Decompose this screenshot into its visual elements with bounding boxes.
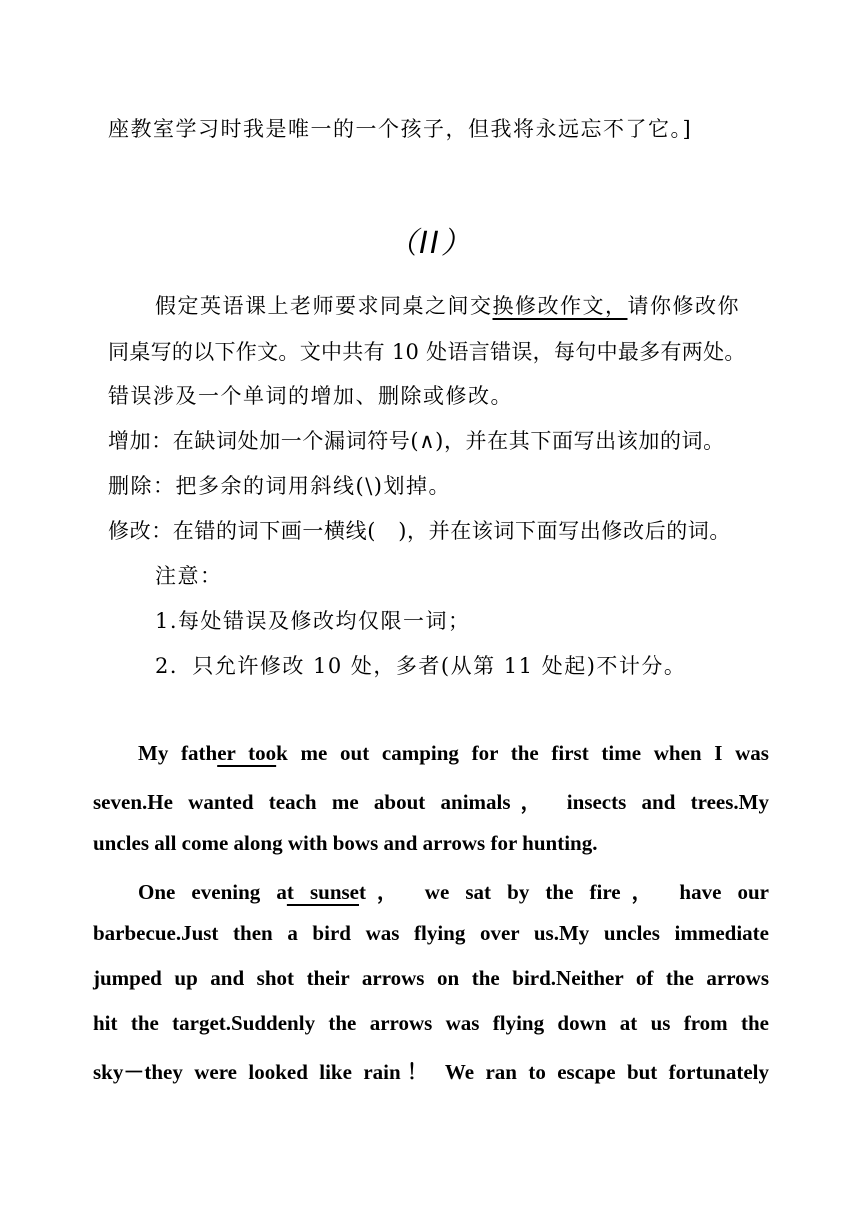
instruction-line-1 [155,290,740,320]
essay-line-6: jumped up and shot their arrows on the bird.Neither of the arrows [93,966,769,990]
essay-line-3: uncles all come along with bows and arrows for hunting. [93,831,598,855]
note-item-2: 2．只允许修改 10 处，多者(从第 11 处起)不计分。 [155,654,687,678]
essay-line-2: seven.He wanted teach me about animals， insects and trees.My [93,790,769,814]
essay-line-5: barbecue.Just then a bird was flying over us.My uncles immediate [93,921,769,945]
underlined-text: t sunse [286,880,359,904]
previous-paragraph-end: 座教室学习时我是唯一的一个孩子，但我将永远忘不了它。] [108,117,693,141]
instruction-line-2: 同桌写的以下作文。文中共有 10 处语言错误，每句中最多有两处。 [108,340,746,364]
add-rule: 增加：在缺词处加一个漏词符号(∧)，并在其下面写出该加的词。 [108,429,725,453]
note-label: 注意： [155,564,223,588]
essay-text: t， we sat by the fire， have our [359,880,769,904]
instruction-line-3: 错误涉及一个单词的增加、删除或修改。 [108,384,513,408]
modify-rule [108,515,731,545]
delete-rule: 删除：把多余的词用斜线(\)划掉。 [108,474,451,498]
essay-line-4 [138,876,769,906]
instruction-text: 请你修改你 [627,294,740,318]
note-item-1: 1.每处错误及修改均仅限一词； [155,609,471,633]
underlined-text: er too [217,741,277,765]
essay-line-8: sky－they were looked like rain！ We ran to escape but fortunately [93,1060,769,1084]
essay-line-7: hit the target.Suddenly the arrows was flying down at us from the [93,1011,769,1035]
essay-text: My fath [138,741,218,765]
underline-blank [376,519,398,543]
essay-line-1 [138,741,769,766]
section-heading: （II） [387,226,473,261]
essay-text: k me out camping for the first time when I was [276,741,769,765]
instruction-text: 假定英语课上老师要求同桌之间交 [155,294,493,318]
underlined-text: 换修改作文， [492,294,628,318]
instruction-text: )，并在该词下面写出修改后的词。 [398,519,731,543]
instruction-text: 修改：在错的词下画一横线( [108,519,376,543]
essay-text: One evening a [138,880,287,904]
